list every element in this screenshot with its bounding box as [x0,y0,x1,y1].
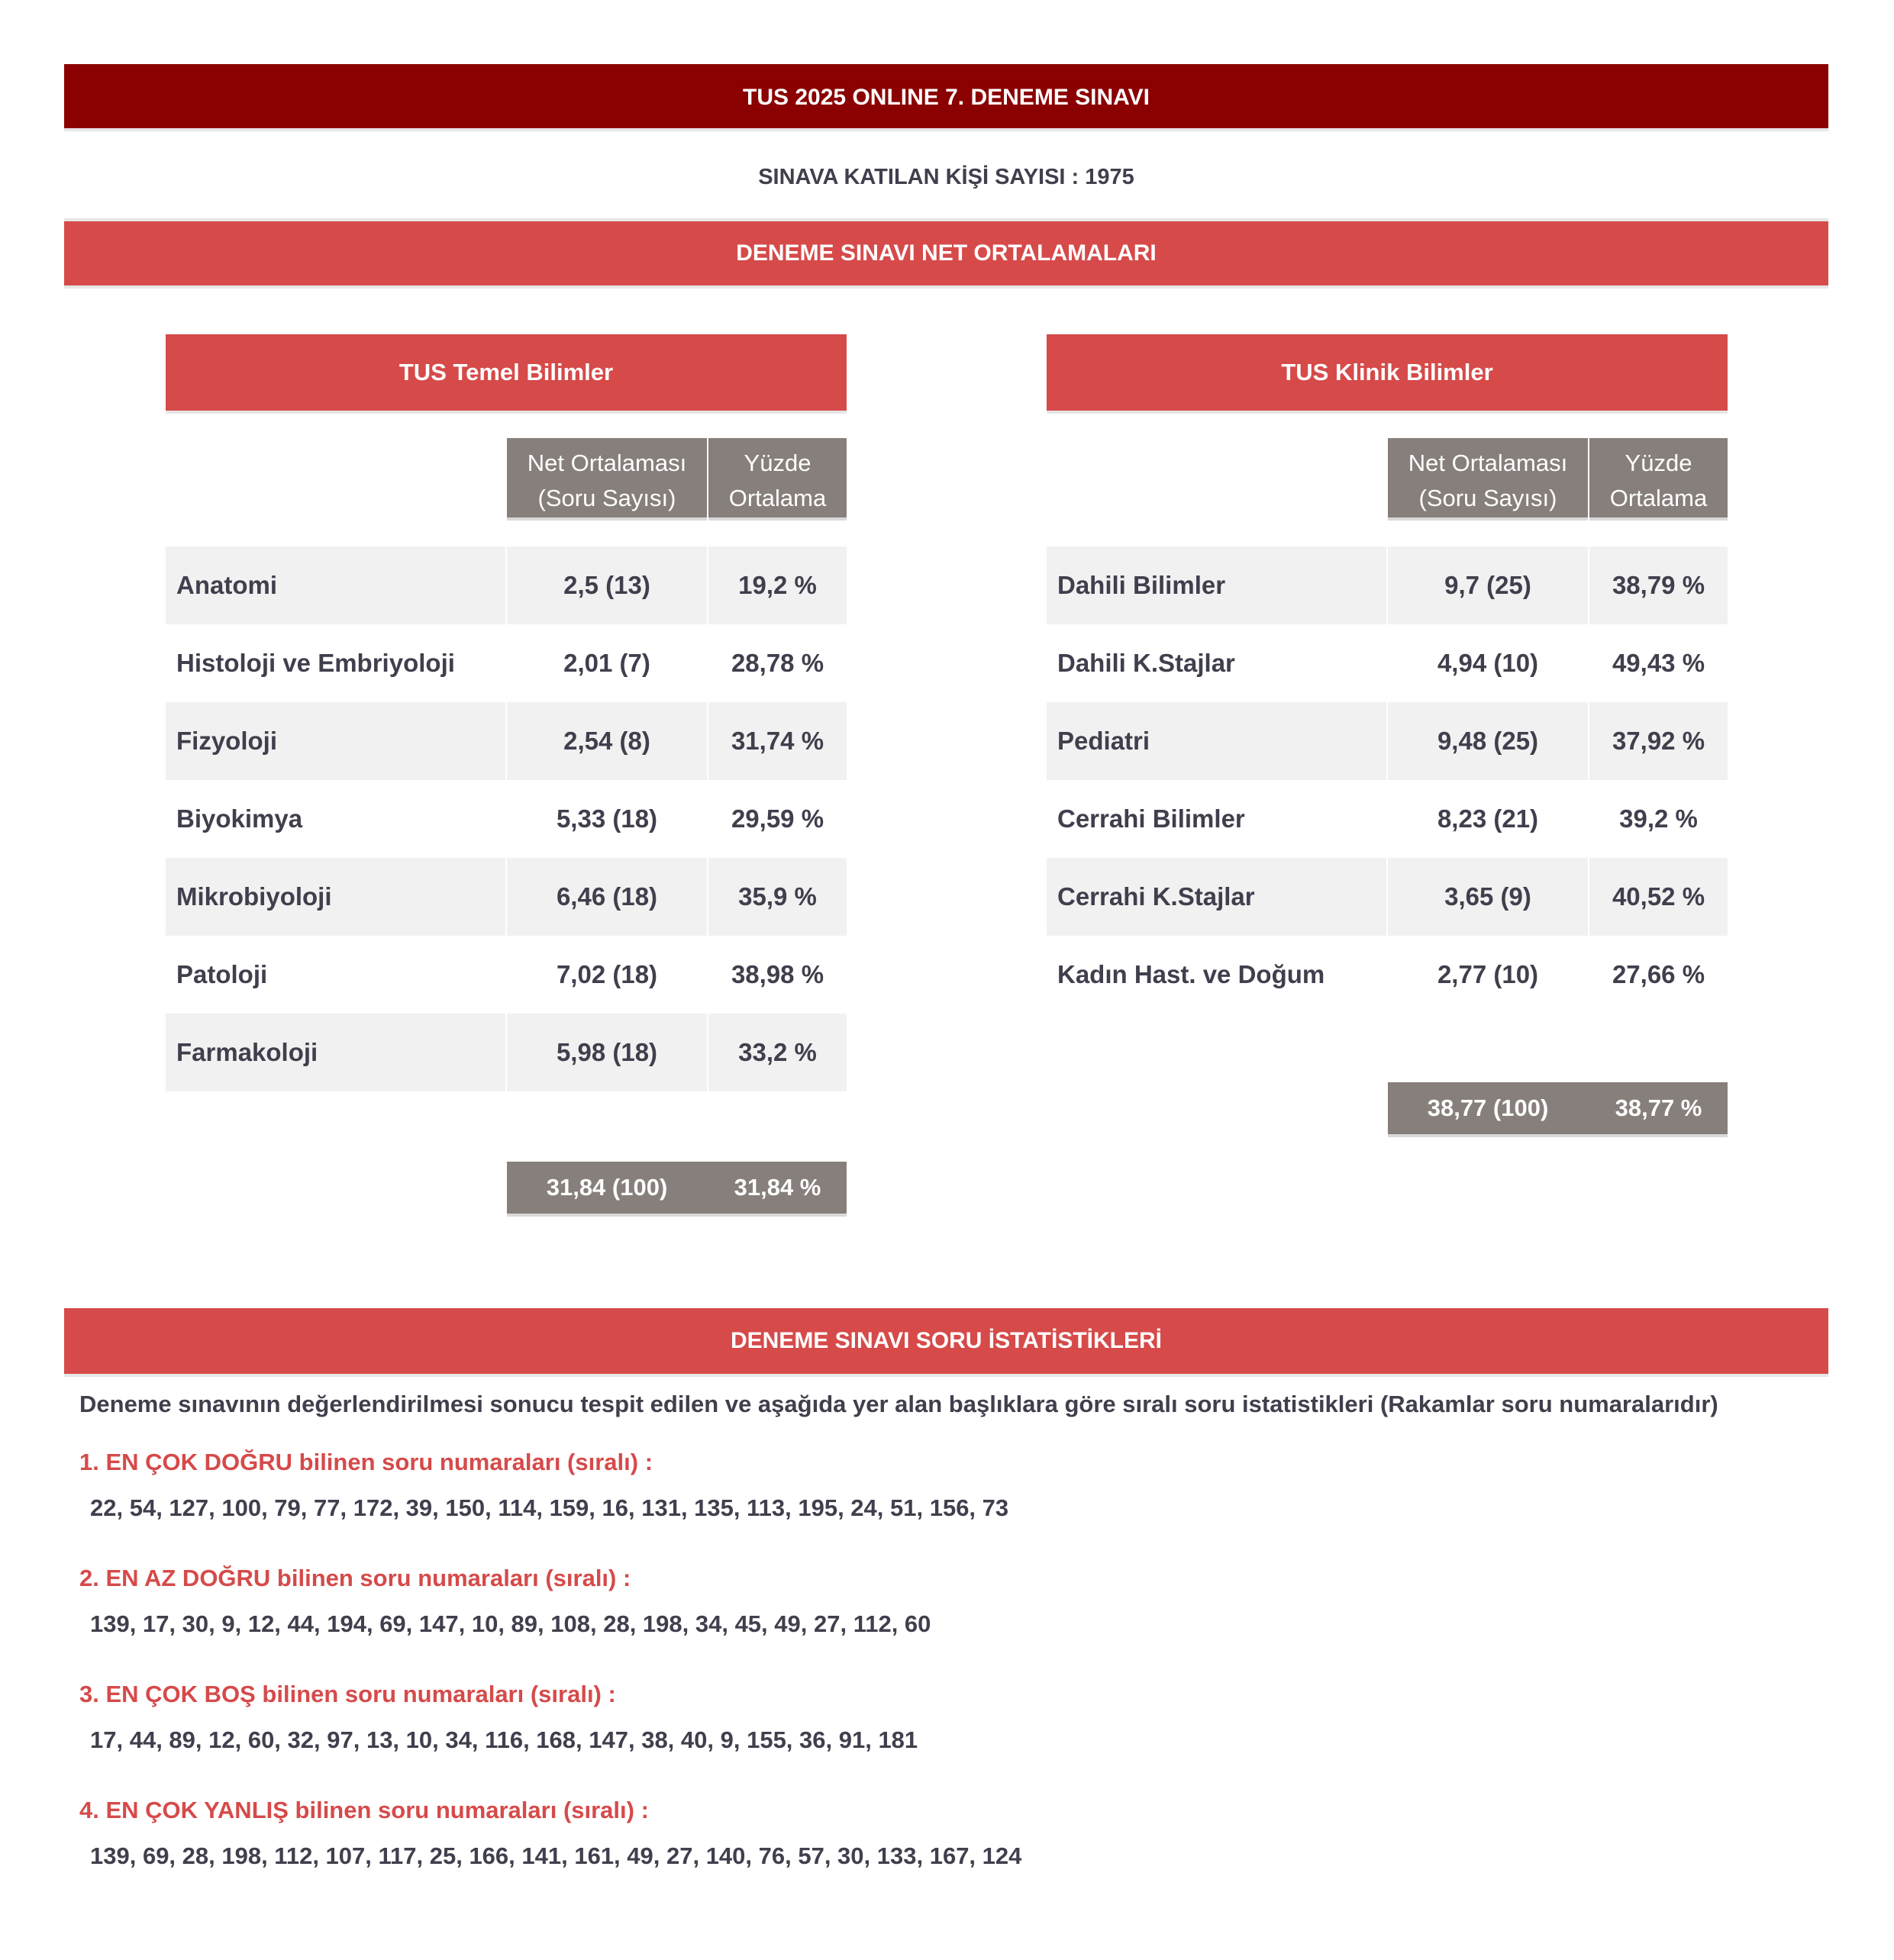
stat-heading-most-correct: 1. EN ÇOK DOĞRU bilinen soru numaraları (sıralı) : [79,1449,653,1475]
percent-value: 35,9 % [708,858,847,936]
percent-value: 37,92 % [1589,702,1728,780]
subject-name: Dahili K.Stajlar [1057,649,1235,677]
net-value: 3,65 (9) [1388,858,1588,936]
table-row [1047,624,1728,702]
table-row [1047,858,1728,936]
net-section-banner [64,221,1828,289]
table-row [166,936,847,1014]
stat-values-most-blank: 17, 44, 89, 12, 60, 32, 97, 13, 10, 34, 116, 168, 147, 38, 40, 9, 155, 36, 91, 181 [90,1726,918,1753]
klinik-table-title: TUS Klinik Bilimler [1047,334,1728,414]
klinik-col-net-line1: Net Ortalaması [1408,450,1568,476]
klinik-col-net-line2: (Soru Sayısı) [1418,485,1557,511]
klinik-col-net-header [1388,438,1588,521]
subject-name: Cerrahi K.Stajlar [1047,858,1386,936]
subject-name: Kadın Hast. ve Doğum [1057,960,1325,988]
temel-col-net-header [507,438,707,521]
temel-col-net-line2: (Soru Sayısı) [537,485,676,511]
stats-section-banner [64,1308,1828,1377]
temel-table-title: TUS Temel Bilimler [166,334,847,414]
percent-value: 33,2 % [708,1014,847,1091]
percent-value: 38,98 % [731,960,824,988]
klinik-total-net: 38,77 (100) [1427,1094,1549,1121]
klinik-total-pct: 38,77 % [1615,1094,1702,1121]
table-row [166,1014,847,1091]
subject-name: Patoloji [176,960,268,988]
net-value: 9,48 (25) [1388,702,1588,780]
table-row [1047,702,1728,780]
table-row [166,702,847,780]
stats-section-title: DENEME SINAVI SORU İSTATİSTİKLERİ [730,1328,1163,1353]
percent-value: 39,2 % [1619,804,1698,833]
net-value: 8,23 (21) [1437,804,1539,833]
temel-col-pct-line2: Ortalama [728,485,827,511]
stat-heading-most-blank: 3. EN ÇOK BOŞ bilinen soru numaraları (sıralı) : [79,1681,616,1707]
subject-name: Dahili Bilimler [1047,546,1386,624]
net-value: 2,01 (7) [563,649,650,677]
net-value: 2,5 (13) [507,546,707,624]
net-value: 5,33 (18) [556,804,658,833]
table-row [166,780,847,858]
percent-value: 38,79 % [1589,546,1728,624]
klinik-col-pct-line1: Yüzde [1625,450,1692,476]
stats-intro: Deneme sınavının değerlendirilmesi sonucu tespit edilen ve aşağıda yer alan başlıklara göre sıralı soru istatistikleri (Rakamlar soru numaralarıdır) [79,1391,1718,1417]
net-value: 4,94 (10) [1437,649,1539,677]
table-row [166,858,847,936]
percent-value: 29,59 % [731,804,824,833]
subject-name: Fizyoloji [166,702,505,780]
temel-col-pct-line1: Yüzde [744,450,811,476]
percent-value: 27,66 % [1612,960,1705,988]
klinik-col-pct-line2: Ortalama [1609,485,1708,511]
percent-value: 28,78 % [731,649,824,677]
net-value: 5,98 (18) [507,1014,707,1091]
net-value: 9,7 (25) [1388,546,1588,624]
stat-values-least-correct: 139, 17, 30, 9, 12, 44, 194, 69, 147, 10, 89, 108, 28, 198, 34, 45, 49, 27, 112, 60 [90,1610,931,1637]
table-row [1047,780,1728,858]
net-value: 7,02 (18) [556,960,658,988]
percent-value: 40,52 % [1589,858,1728,936]
klinik-col-pct-header [1589,438,1728,521]
subject-name: Biyokimya [176,804,303,833]
subject-name: Anatomi [166,546,505,624]
table-row [1047,936,1728,1014]
stat-values-most-wrong: 139, 69, 28, 198, 112, 107, 117, 25, 166, 141, 161, 49, 27, 140, 76, 57, 30, 133, 167, 124 [90,1842,1022,1869]
temel-total-row [507,1162,847,1217]
exam-title-banner [64,64,1828,131]
temel-total-net: 31,84 (100) [546,1174,668,1201]
net-section-title: DENEME SINAVI NET ORTALAMALARI [736,240,1157,266]
stat-values-most-correct: 22, 54, 127, 100, 79, 77, 172, 39, 150, 114, 159, 16, 131, 135, 113, 195, 24, 51, 156, 73 [90,1494,1009,1521]
table-row [166,546,847,624]
table-row [1047,546,1728,624]
stat-heading-most-wrong: 4. EN ÇOK YANLIŞ bilinen soru numaraları (sıralı) : [79,1797,649,1823]
subject-name: Farmakoloji [166,1014,505,1091]
percent-value: 49,43 % [1612,649,1705,677]
klinik-total-row [1388,1082,1728,1137]
stat-heading-least-correct: 2. EN AZ DOĞRU bilinen soru numaraları (sıralı) : [79,1565,631,1591]
temel-col-net-line1: Net Ortalaması [527,450,687,476]
temel-total-pct: 31,84 % [734,1174,821,1201]
subject-name: Mikrobiyoloji [166,858,505,936]
net-value: 2,77 (10) [1437,960,1539,988]
exam-title: TUS 2025 ONLINE 7. DENEME SINAVI [743,85,1150,110]
table-row [166,624,847,702]
subject-name: Pediatri [1047,702,1386,780]
participants-count: SINAVA KATILAN KİŞİ SAYISI : 1975 [758,165,1134,189]
subject-name: Cerrahi Bilimler [1057,804,1245,833]
net-value: 6,46 (18) [507,858,707,936]
percent-value: 19,2 % [708,546,847,624]
subject-name: Histoloji ve Embriyoloji [176,649,455,677]
percent-value: 31,74 % [708,702,847,780]
net-value: 2,54 (8) [507,702,707,780]
temel-col-pct-header [708,438,847,521]
